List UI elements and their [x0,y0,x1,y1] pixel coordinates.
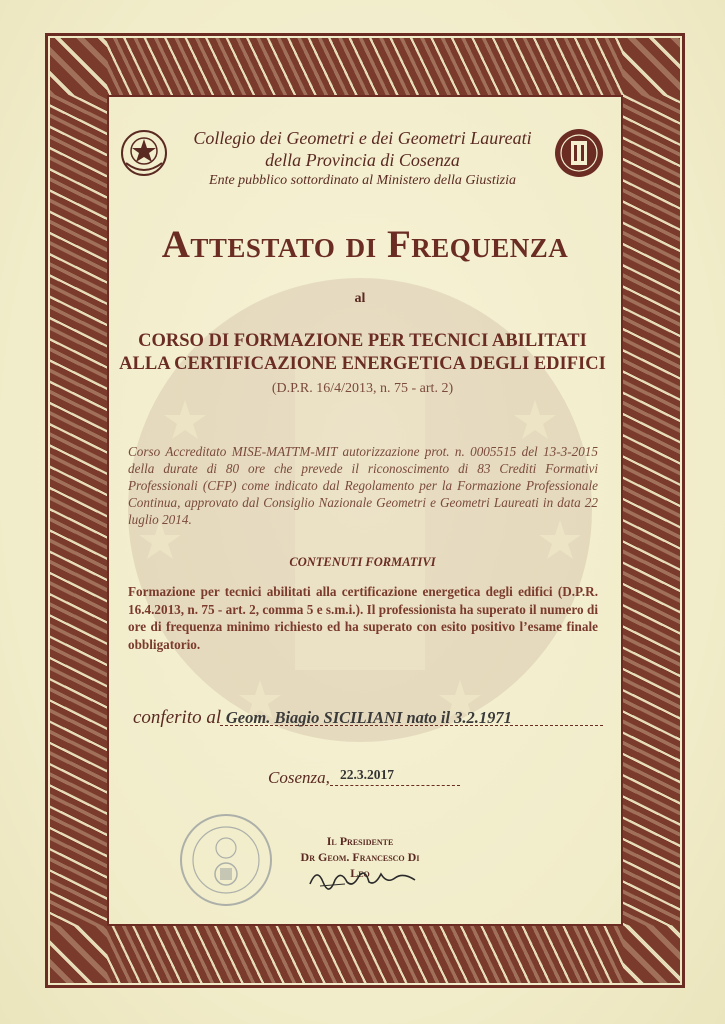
recipient-underline [220,725,603,726]
conferito-label: conferito al [133,707,222,728]
signatory-name: Dr Geom. Francesco Di Leo [300,850,420,880]
place-label: Cosenza, [268,768,330,787]
institution-name: Collegio dei Geometri e dei Geometri Laureati [193,128,532,148]
date-underline [330,785,460,786]
contenuti-text: Formazione per tecnici abilitati alla certificazione energetica degli edifici (D.P.R. 16.4.2013, n. 75 - art. 2, comma 5 e s.m.i.). Il professionista ha superato il numero di ore di frequenza minimo richiesto ed ha superato con esito positivo l’esame finale obbligatorio. [128,584,598,652]
course-title [110,330,615,376]
course-reference: (D.P.R. 16/4/2013, n. 75 - art. 2) [271,381,454,396]
institution-header [150,127,575,190]
recipient-name: Geom. Biagio SICILIANI nato il 3.2.1971 [225,708,512,727]
handwritten-signature [305,862,425,892]
official-seal-stamp [178,812,274,908]
issue-date: 22.3.2017 [340,767,394,782]
contenuti-heading: CONTENUTI FORMATIVI [289,555,436,569]
certificate-title: Attestato di Frequenza [161,223,569,266]
institution-subtitle: Ente pubblico sottordinato al Ministero della Giustizia [209,173,516,188]
course-title-line2: ALLA CERTIFICAZIONE ENERGETICA DEGLI EDIFICI [119,354,606,374]
geometri-logo-icon [553,127,605,179]
course-title-line1: CORSO DI FORMAZIONE PER TECNICI ABILITATI [138,331,587,351]
al-label: al [354,291,366,306]
accreditation-text: Corso Accreditato MISE-MATTM-MIT autorizzazione prot. n. 0005515 del 13-3-2015 della durate di 80 ore che prevede il riconoscimento di 83 Crediti Formativi Professionali (CFP) come indicato dal Regolamento per la Formazione Professionale Continua, approvato dal Consiglio Nazionale Geometri e Geometri Laureati in data 22 luglio 2014. [128,444,598,527]
institution-province: della Provincia di Cosenza [265,150,460,170]
signatory-role: Il Presidente [326,834,394,848]
